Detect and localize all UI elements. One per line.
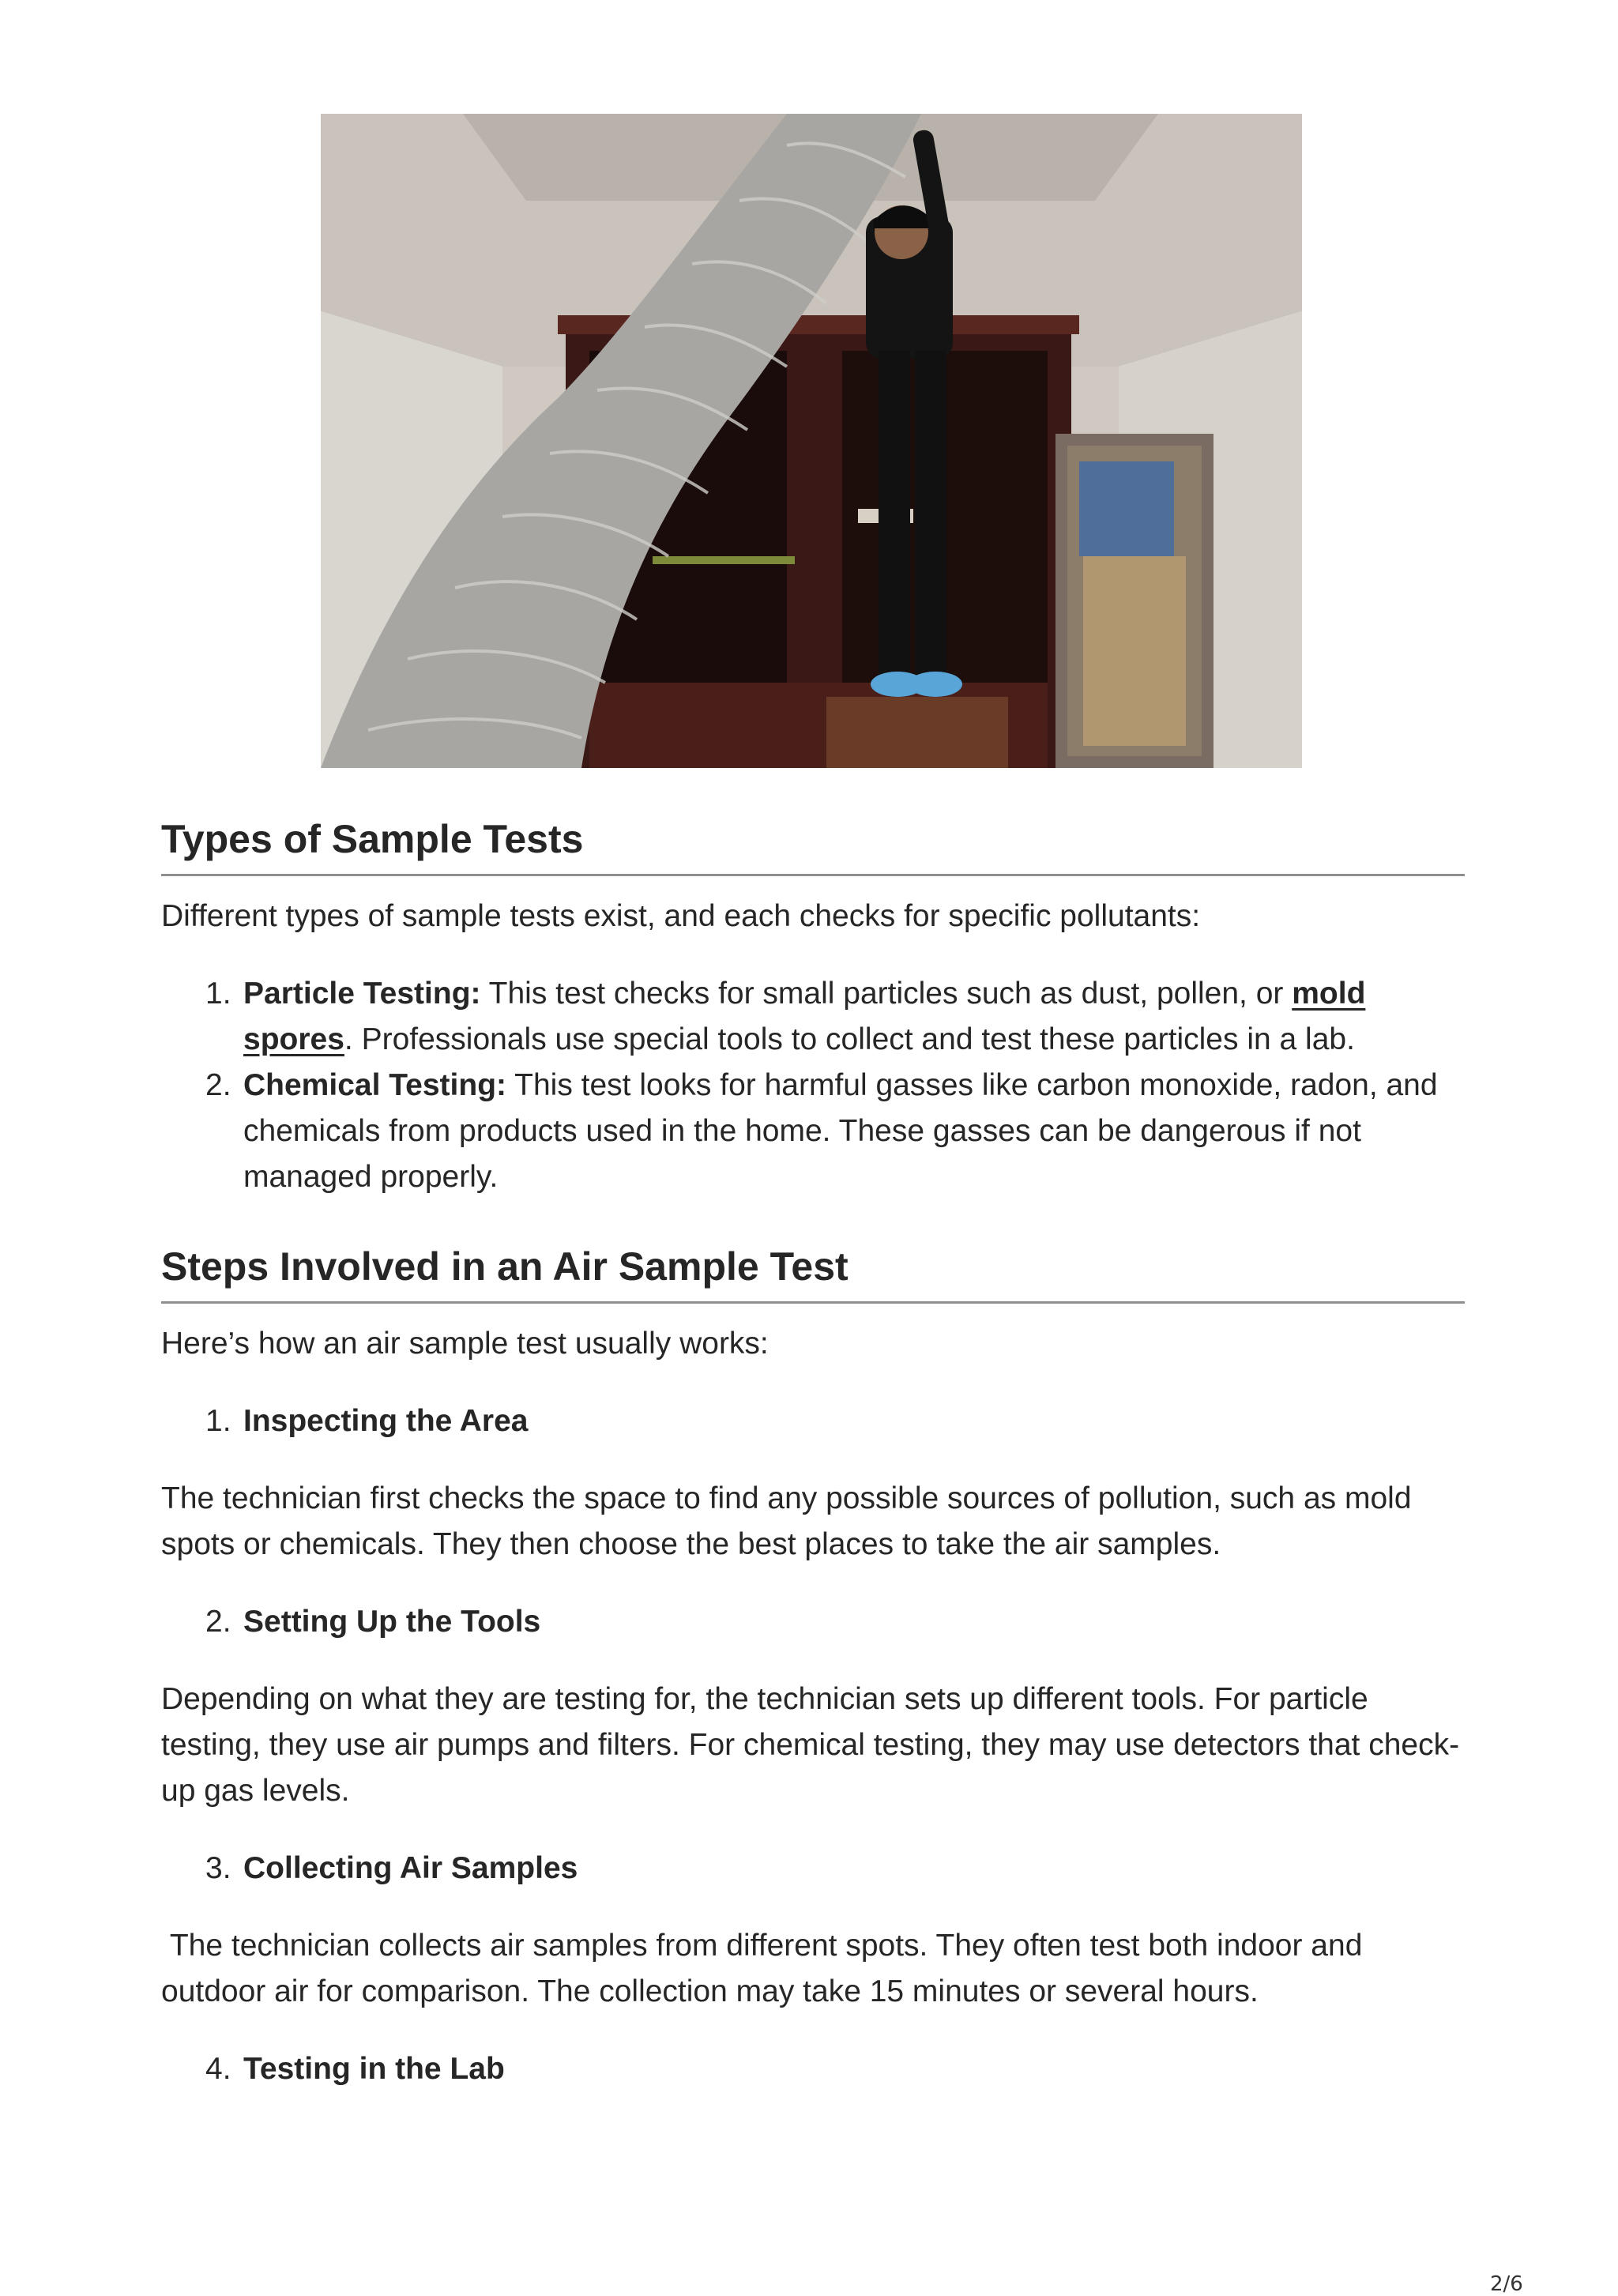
hero-image <box>321 114 1302 768</box>
step-2-description: Depending on what they are testing for, the technician sets up different tools. For particle testing, they use air pumps and filters. For chemical testing, they may use detectors that check-up gas levels. <box>161 1682 1460 1808</box>
list-item-particle-testing <box>161 971 1465 1063</box>
list-number: 2. <box>205 1068 231 1102</box>
step-number: 4. <box>205 2052 231 2086</box>
article-content <box>161 814 1465 2092</box>
step-number: 2. <box>205 1605 231 1639</box>
step-3-title <box>161 1846 1465 1891</box>
item-text: This test checks for small particles such as dust, pollen, or <box>480 977 1293 1011</box>
item-text: . Professionals use special tools to collect and test these particles in a lab. <box>344 1022 1355 1056</box>
step-title: Setting Up the Tools <box>243 1605 541 1639</box>
item-title: Chemical Testing: <box>243 1068 507 1102</box>
section-heading-steps: Steps Involved in an Air Sample Test <box>161 1241 1465 1304</box>
step-title: Testing in the Lab <box>243 2052 505 2086</box>
step-1-description: The technician first checks the space to find any possible sources of pollution, such as mold spots or chemicals. They then choose the best places to take the air samples. <box>161 1481 1412 1561</box>
step-number: 3. <box>205 1851 231 1885</box>
sample-tests-intro: Different types of sample tests exist, and each checks for specific pollutants: <box>161 899 1201 933</box>
section-heading-sample-tests: Types of Sample Tests <box>161 814 1465 876</box>
sample-tests-list <box>161 971 1465 1200</box>
list-number: 1. <box>205 977 231 1011</box>
item-text: This test looks for harmful gasses like carbon monoxide, radon, and chemicals from products used in the home. These gasses can be dangerous if not managed properly. <box>243 1068 1438 1194</box>
step-title: Inspecting the Area <box>243 1404 529 1438</box>
duct-cleaning-photo <box>321 114 1302 768</box>
step-4-title <box>161 2046 1465 2092</box>
steps-intro: Here’s how an air sample test usually works: <box>161 1327 769 1361</box>
mold-spores-link[interactable]: mold spores <box>243 977 1366 1056</box>
step-title: Collecting Air Samples <box>243 1851 578 1885</box>
step-1-title <box>161 1398 1465 1444</box>
step-2-title <box>161 1599 1465 1645</box>
step-number: 1. <box>205 1404 231 1438</box>
item-title: Particle Testing: <box>243 977 481 1011</box>
page-number: 2/6 <box>1490 2272 1523 2296</box>
step-3-description: The technician collects air samples from different spots. They often test both indoor and outdoor air for comparison. The collection may take 15 minutes or several hours. <box>161 1929 1372 2008</box>
list-item-chemical-testing <box>161 1063 1465 1200</box>
